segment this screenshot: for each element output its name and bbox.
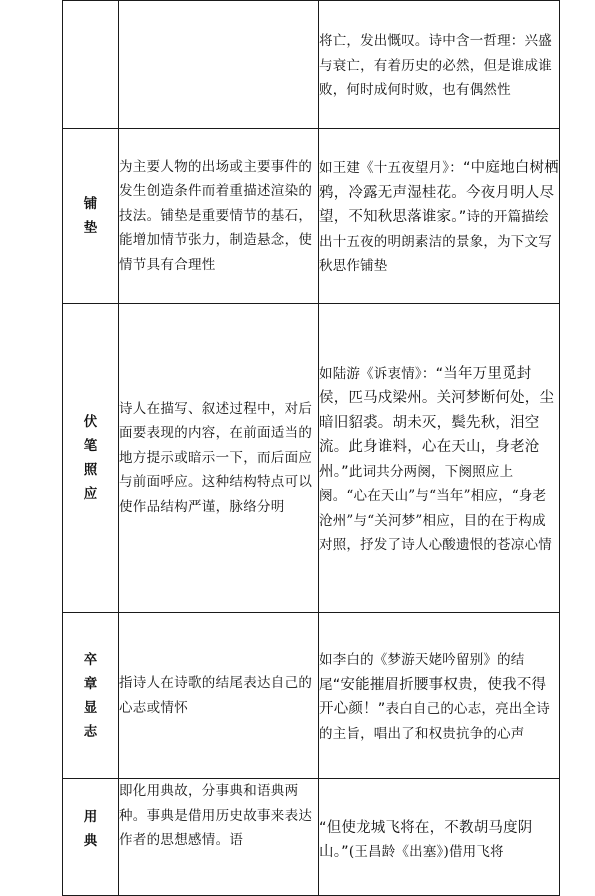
- example-lead-text: 将亡，发出慨叹。诗中含一哲理：兴盛与衰亡，有着历史的必然，但是谁成谁败，何时成何时败，也有偶然性: [319, 33, 552, 99]
- example-tail-text: (王昌龄《出塞》)借用飞将: [348, 844, 504, 860]
- example-cell: [319, 1, 560, 129]
- term-cell: [63, 613, 119, 779]
- term-cell: [63, 304, 119, 613]
- example-quote-text: “但使龙城飞将在，不教胡马度阴山。”: [319, 819, 533, 860]
- example-tail-text: 此词共分两阕，下阕照应上阕。“心在天山”与“当年”相应，“身老沧州”与“关河梦”相应，目的在于构成对照，抒发了诗人心酸遗恨的苍凉心情: [319, 463, 552, 553]
- definition-text: 指诗人在诗歌的结尾表达自己的心志或情怀: [119, 675, 313, 716]
- term-label: 铺垫: [83, 196, 98, 236]
- term-cell: [63, 779, 119, 896]
- definition-cell: [119, 779, 319, 896]
- example-lead-text: 如陆游《诉衷情》：: [319, 365, 436, 382]
- example-cell: [319, 129, 560, 304]
- table-row: [63, 304, 560, 613]
- definition-text: 诗人在描写、叙述过程中，对后面要表现的内容，在前面适当的地方提示或暗示一下，而后面应与前面呼应。这种结构特点可以使作品结构严谨，脉络分明: [119, 400, 313, 515]
- table-row: [63, 613, 560, 779]
- example-quote-text: “当年万里觅封侯，匹马戍梁州。关河梦断何处，尘暗旧貂裘。胡未灭，鬓先秋，泪空流。此身谁料，心在天山，身老沧州。”: [319, 365, 555, 480]
- definition-cell: [119, 613, 319, 779]
- term-label: 伏笔照应: [83, 414, 98, 502]
- table-row: [63, 779, 560, 896]
- table-row: [63, 129, 560, 304]
- poetry-technique-table: [62, 0, 560, 896]
- definition-cell: [119, 304, 319, 613]
- definition-cell: [119, 129, 319, 304]
- example-lead-text: 如李白的《梦游天姥吟留别》的结尾: [319, 652, 525, 693]
- definition-cell: [119, 1, 319, 129]
- term-cell: [63, 1, 119, 129]
- example-tail-text: 诗的开篇描绘出十五夜的明朗素洁的景象，为下文写秋思作铺垫: [319, 209, 552, 275]
- example-cell: [319, 779, 560, 896]
- example-cell: [319, 613, 560, 779]
- example-cell: [319, 304, 560, 613]
- example-quote-text: “中庭地白树栖鸦，冷露无声湿桂花。今夜月明人尽望，不知秋思落谁家。”: [319, 160, 559, 226]
- example-lead-text: 如王建《十五夜望月》：: [319, 160, 463, 177]
- term-cell: [63, 129, 119, 304]
- example-quote-text: “安能摧眉折腰事权贵，使我不得开心颜！”: [319, 676, 547, 717]
- term-label: 卒章显志: [83, 651, 98, 740]
- definition-text: 为主要人物的出场或主要事件的发生创造条件而着重描述渲染的技法。铺垫是重要情节的基石，能增加情节张力，制造悬念，使情节具有合理性: [119, 158, 313, 273]
- table-row: [63, 1, 560, 129]
- definition-text: 即化用典故，分事典和语典两种。事典是借用历史故事来表达作者的思想感情。语: [119, 783, 313, 848]
- term-label: 用典: [83, 809, 98, 849]
- example-tail-text: 表白自己的心志，亮出全诗的主旨，唱出了和权贵抗争的心声: [319, 701, 550, 742]
